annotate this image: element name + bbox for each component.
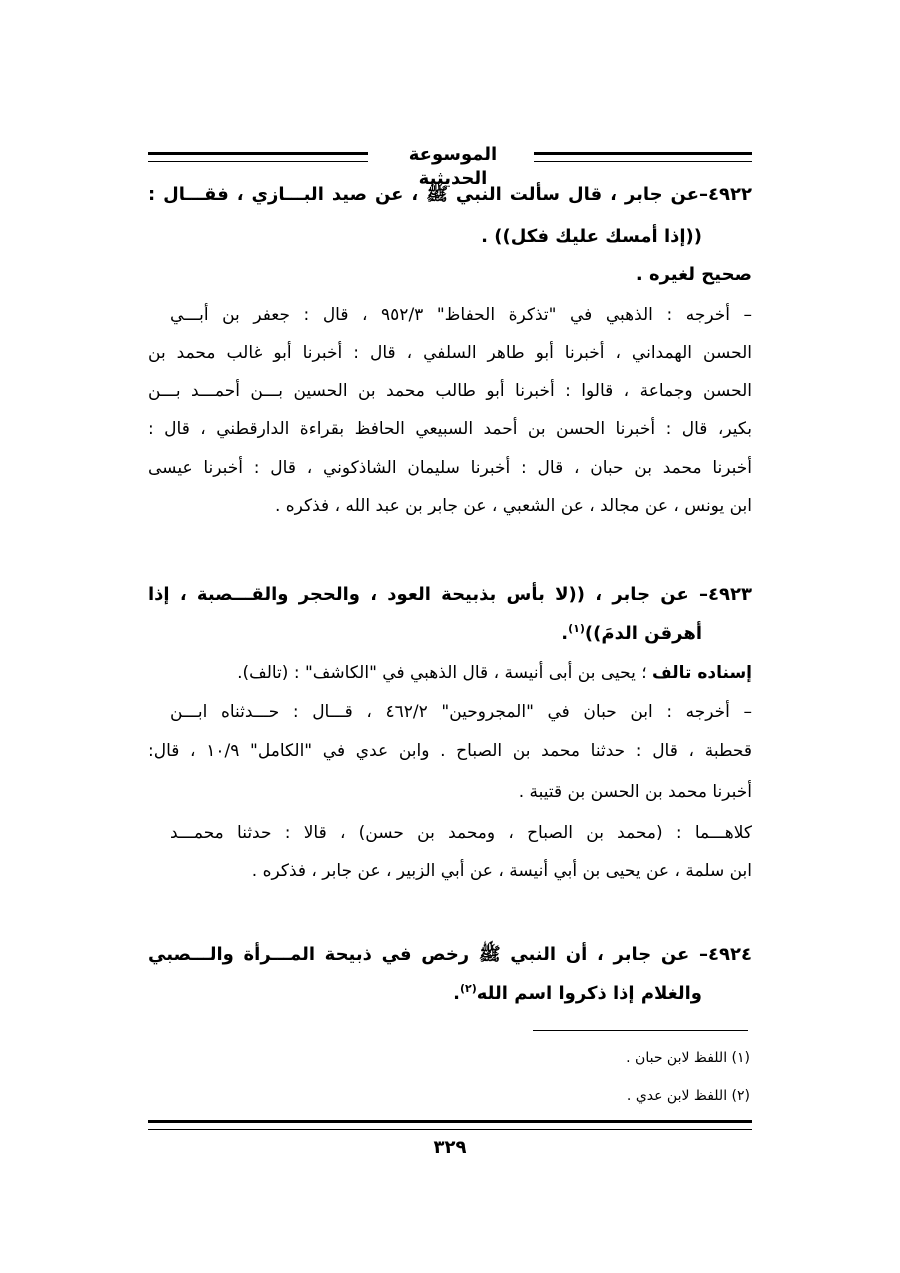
footnote-ref-2: (٢) <box>459 982 477 995</box>
hadith-4923-body-3: أخبرنا محمد بن الحسن بن قتيبة . <box>518 782 752 802</box>
footnote-separator <box>533 1030 748 1031</box>
hadith-4924-line-2-end: . <box>453 983 460 1004</box>
hadith-4924-line-2 <box>98 981 702 1007</box>
hadith-4922-grade: صحيح لغيره . <box>635 264 752 285</box>
hadith-4923-body-1: – أخرجه : ابن حبان في "المجروحين" ٤٦٢/٢ ، قـــال : حـــدثناه ابـــن <box>170 702 752 722</box>
bottom-rule <box>148 1120 752 1130</box>
hadith-4922-body-6: ابن يونس ، عن مجالد ، عن الشعبي ، عن جابر بن عبد الله ، فذكره . <box>274 496 752 516</box>
hadith-4923-line-2-end: . <box>561 623 569 644</box>
header-title: الموسوعة الحديثية <box>408 144 498 189</box>
footnote-2: (٢) اللفظ لابن عدي . <box>626 1088 750 1104</box>
hadith-4922-body-4: بكير، قال : أخبرنا الحسن بن أحمد السبيعي الحافظ بقراءة الدارقطني ، قال : <box>148 419 752 439</box>
hadith-4922-body-2: الحسن الهمداني ، أخبرنا أبو طاهر السلفي ، قال : أخبرنا أبو غالب محمد بن <box>148 343 752 363</box>
hadith-4923-body-5: ابن سلمة ، عن يحيى بن أبي أنيسة ، عن أبي الزبير ، عن جابر ، فذكره . <box>251 861 752 881</box>
hadith-4923-line-1: ٤٩٢٣– عن جابر ، ((لا بأس بذبيحة العود ، والحجر والقـــصبة ، إذا <box>148 584 752 605</box>
hadith-4922-line-2: ((إذا أمسك عليك فكل)) . <box>481 226 702 247</box>
hadith-4923-body-2: قحطبة ، قال : حدثنا محمد بن الصباح . وابن عدي في "الكامل" ١٠/٩ ، قال: <box>148 741 752 761</box>
hadith-4924-line-2-text: والغلام إذا ذكروا اسم الله <box>476 983 702 1004</box>
footnote-1: (١) اللفظ لابن حبان . <box>626 1050 750 1066</box>
hadith-4923-grade-rest: ؛ يحيى بن أبى أنيسة ، قال الذهبي في "الكاشف" : (تالف). <box>237 663 647 683</box>
header-rule-left <box>148 152 368 162</box>
hadith-4923-line-2-text: أهرقن الدمَ)) <box>584 623 702 644</box>
hadith-4924-line-1: ٤٩٢٤– عن جابر ، أن النبي ﷺ رخص في ذبيحة المـــرأة والـــصبي <box>148 944 752 965</box>
header-rule-right <box>534 152 752 162</box>
hadith-4923-body-4: كلاهـــما : (محمد بن الصباح ، ومحمد بن حسن) ، قالا : حدثنا محمـــد <box>170 823 752 843</box>
hadith-4922-line-1: ٤٩٢٢–عن جابر ، قال سألت النبي ﷺ ، عن صيد البـــازي ، فقـــال : <box>148 184 752 205</box>
page-number: ٣٢٩ <box>433 1137 467 1158</box>
hadith-4922-body-1: – أخرجه : الذهبي في "تذكرة الحفاظ" ٩٥٢/٣ ، قال : جعفر بن أبـــي <box>170 305 752 325</box>
hadith-4923-grade <box>148 660 752 686</box>
hadith-4922-body-3: الحسن وجماعة ، قالوا : أخبرنا أبو طالب محمد بن الحسين بـــن أحمـــد بـــن <box>148 381 752 401</box>
hadith-4922-body-5: أخبرنا محمد بن حبان ، قال : أخبرنا سليمان الشاذكوني ، قال : أخبرنا عيسى <box>148 458 752 478</box>
hadith-4923-grade-label: إسناده تالف <box>652 663 752 683</box>
hadith-4923-line-2 <box>98 621 702 647</box>
page-header <box>148 143 752 189</box>
footnote-ref-1: (١) <box>568 622 585 635</box>
